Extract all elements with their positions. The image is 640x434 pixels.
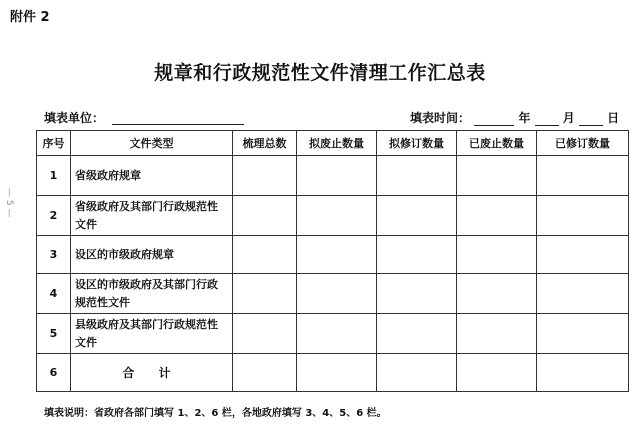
header-revised: 已修订数量: [537, 131, 629, 156]
cell-revised[interactable]: [537, 354, 629, 392]
cell-abolished[interactable]: [457, 274, 537, 314]
header-abolished: 已废止数量: [457, 131, 537, 156]
table-header-row: [37, 131, 629, 156]
cell-revised[interactable]: [537, 236, 629, 274]
row-type: 省级政府及其部门行政规范性文件: [71, 196, 233, 236]
row-index: 6: [37, 354, 71, 392]
header-to-abolish: 拟废止数量: [297, 131, 377, 156]
cell-to-abolish[interactable]: [297, 274, 377, 314]
cell-to-abolish[interactable]: [297, 354, 377, 392]
cell-to-abolish[interactable]: [297, 156, 377, 196]
cell-to-abolish[interactable]: [297, 236, 377, 274]
table-row: [37, 196, 629, 236]
header-file-type: 文件类型: [71, 131, 233, 156]
table-row: [37, 156, 629, 196]
cell-to-revise[interactable]: [377, 274, 457, 314]
unit-label: 填表单位：: [44, 111, 105, 125]
cell-total[interactable]: [233, 156, 297, 196]
row-type: 设区的市级政府及其部门行政规范性文件: [71, 274, 233, 314]
cell-total[interactable]: [233, 236, 297, 274]
cell-to-revise[interactable]: [377, 354, 457, 392]
row-index: 5: [37, 314, 71, 354]
cell-total[interactable]: [233, 314, 297, 354]
cell-abolished[interactable]: [457, 156, 537, 196]
cell-abolished[interactable]: [457, 354, 537, 392]
row-index: 1: [37, 156, 71, 196]
cell-revised[interactable]: [537, 196, 629, 236]
cell-total[interactable]: [233, 354, 297, 392]
month-label: 月: [562, 111, 575, 125]
cell-revised[interactable]: [537, 156, 629, 196]
cell-to-revise[interactable]: [377, 196, 457, 236]
cell-abolished[interactable]: [457, 196, 537, 236]
year-field[interactable]: [474, 113, 514, 126]
date-row: [410, 109, 619, 126]
page-title: 规章和行政规范性文件清理工作汇总表: [154, 62, 486, 84]
cell-total[interactable]: [233, 274, 297, 314]
page-number: — 5 —: [4, 188, 14, 218]
row-type: 县级政府及其部门行政规范性文件: [71, 314, 233, 354]
fill-instructions: 填表说明：省政府各部门填写 1、2、6 栏，各地政府填写 3、4、5、6 栏。: [44, 408, 387, 419]
cell-to-revise[interactable]: [377, 156, 457, 196]
cell-total[interactable]: [233, 196, 297, 236]
year-label: 年: [518, 111, 531, 125]
attachment-label: 附件 2: [10, 10, 50, 25]
cell-to-revise[interactable]: [377, 314, 457, 354]
header-to-revise: 拟修订数量: [377, 131, 457, 156]
cell-abolished[interactable]: [457, 314, 537, 354]
day-label: 日: [607, 111, 620, 125]
row-index: 4: [37, 274, 71, 314]
unit-field[interactable]: [112, 124, 244, 125]
row-type: 省级政府规章: [71, 156, 233, 196]
table-row: [37, 274, 629, 314]
cell-revised[interactable]: [537, 314, 629, 354]
cell-to-revise[interactable]: [377, 236, 457, 274]
row-type-total: 合 计: [71, 354, 233, 392]
table-row-total: [37, 354, 629, 392]
table-row: [37, 314, 629, 354]
date-label: 填表时间：: [410, 111, 471, 125]
header-total: 梳理总数: [233, 131, 297, 156]
header-index: 序号: [37, 131, 71, 156]
cell-to-abolish[interactable]: [297, 314, 377, 354]
cell-abolished[interactable]: [457, 236, 537, 274]
cell-revised[interactable]: [537, 274, 629, 314]
row-index: 2: [37, 196, 71, 236]
cell-to-abolish[interactable]: [297, 196, 377, 236]
table-row: [37, 236, 629, 274]
day-field[interactable]: [579, 113, 603, 126]
row-index: 3: [37, 236, 71, 274]
month-field[interactable]: [535, 113, 559, 126]
row-type: 设区的市级政府规章: [71, 236, 233, 274]
summary-table: [36, 130, 629, 392]
